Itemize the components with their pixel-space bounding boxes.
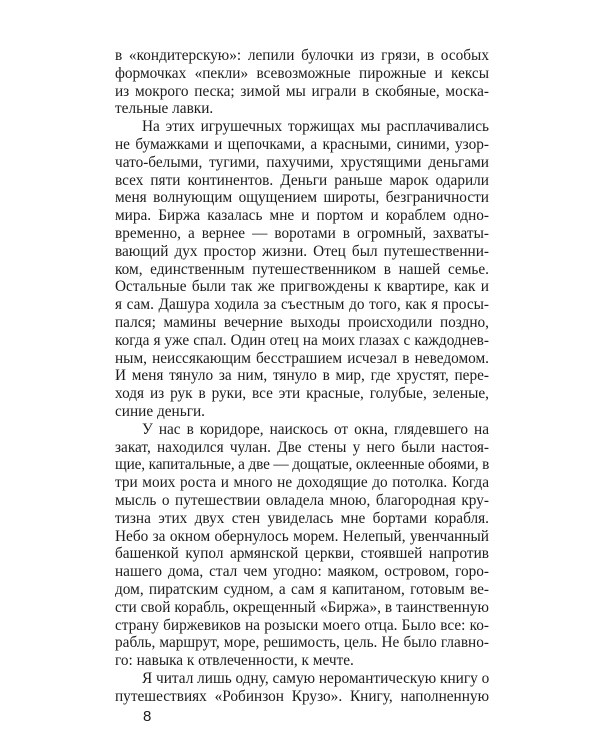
text-line: мира. Биржа казалась мне и портом и кораблем одно- [115,207,489,225]
page-number: 8 [143,708,152,725]
text-line: башенкой купол армянской церкви, стоявшей напротив [115,545,489,563]
text-line: когда я уже спал. Один отец на моих глазах с каждоднев- [115,331,489,349]
text-line: страну биржевиков на розыски моего отца. Было все: ко- [115,616,489,634]
text-line: ком, единственным путешественником в нашей семье. [115,260,489,278]
text-line: путешествиях «Робинзон Крузо». Книгу, наполненную [115,687,489,705]
text-line: синие деньги. [115,402,205,420]
text-line: три моих роста и много не доходящие до потолка. Когда [115,474,489,492]
text-line: На этих игрушечных торжищах мы расплачивались [142,118,489,136]
text-line: мысль о путешествии овладела мною, благородная кру- [115,491,489,509]
text-line: всех пяти континентов. Деньги раньше марок одарили [115,171,489,189]
text-line: У нас в коридоре, наискось от окна, глядевшего на [142,420,489,438]
text-line: вающий дух простор жизни. Отец был путешественни- [115,242,489,260]
text-line: Небо за окном обернулось морем. Нелепый, увенчанный [115,527,489,545]
text-line: формочках «пекли» всевозможные пирожные и кексы [115,64,489,82]
text-line: временно, а вернее — воротами в огромный, захваты- [115,224,489,242]
text-line: нашего дома, стал чем угодно: маяком, островом, горо- [115,563,489,581]
text-line: я сам. Дашура ходила за съестным до того, как я просы- [115,296,489,314]
text-line: го: навыка к отвлеченности, к мечте. [115,652,354,670]
text-line: меня волнующим ощущением широты, безграничности [115,189,489,207]
text-line: тизна этих двух стен увиделась мне бортами корабля. [115,509,489,527]
text-line: ным, неиссякающим бесстрашием исчезал в неведомом. [115,349,489,367]
paragraph [115,118,489,421]
text-line: закат, находился чулан. Две стены у него были настоя- [115,438,489,456]
text-line: пался; мамины вечерние выходы происходили поздно, [115,313,489,331]
text-line: тельные лавки. [115,100,214,118]
body-text [115,47,489,705]
text-line: Остальные были так же пригвождены к квартире, как и [115,278,489,296]
text-line: сти свой корабль, окрещенный «Биржа», в таинственную [115,598,489,616]
text-line: ходя из рук в руки, все эти красные, голубые, зеленые, [115,385,489,403]
text-line: щие, капитальные, а две — дощатые, оклеенные обоями, в [115,456,490,474]
paragraph [115,47,489,118]
text-line: рабль, маршрут, море, решимость, цель. Не было главно- [115,634,489,652]
text-line: И меня тянуло за ним, тянуло в мир, где хрустят, пере- [115,367,489,385]
text-line: не бумажками и щепочками, а красными, синими, узор- [115,135,489,153]
text-line: Я читал лишь одну, самую неромантическую книгу о [142,669,490,687]
paragraph [115,421,489,670]
text-line: чато-белыми, тугими, пахучими, хрустящими деньгами [115,153,489,171]
text-line: в «кондитерскую»: лепили булочки из грязи, в особых [115,47,489,64]
text-line: дом, пиратским судном, а сам я капитаном, готовым ве- [115,580,489,598]
text-line: из мокрого песка; зимой мы играли в скобяные, моска- [115,82,489,100]
paragraph [115,670,489,706]
